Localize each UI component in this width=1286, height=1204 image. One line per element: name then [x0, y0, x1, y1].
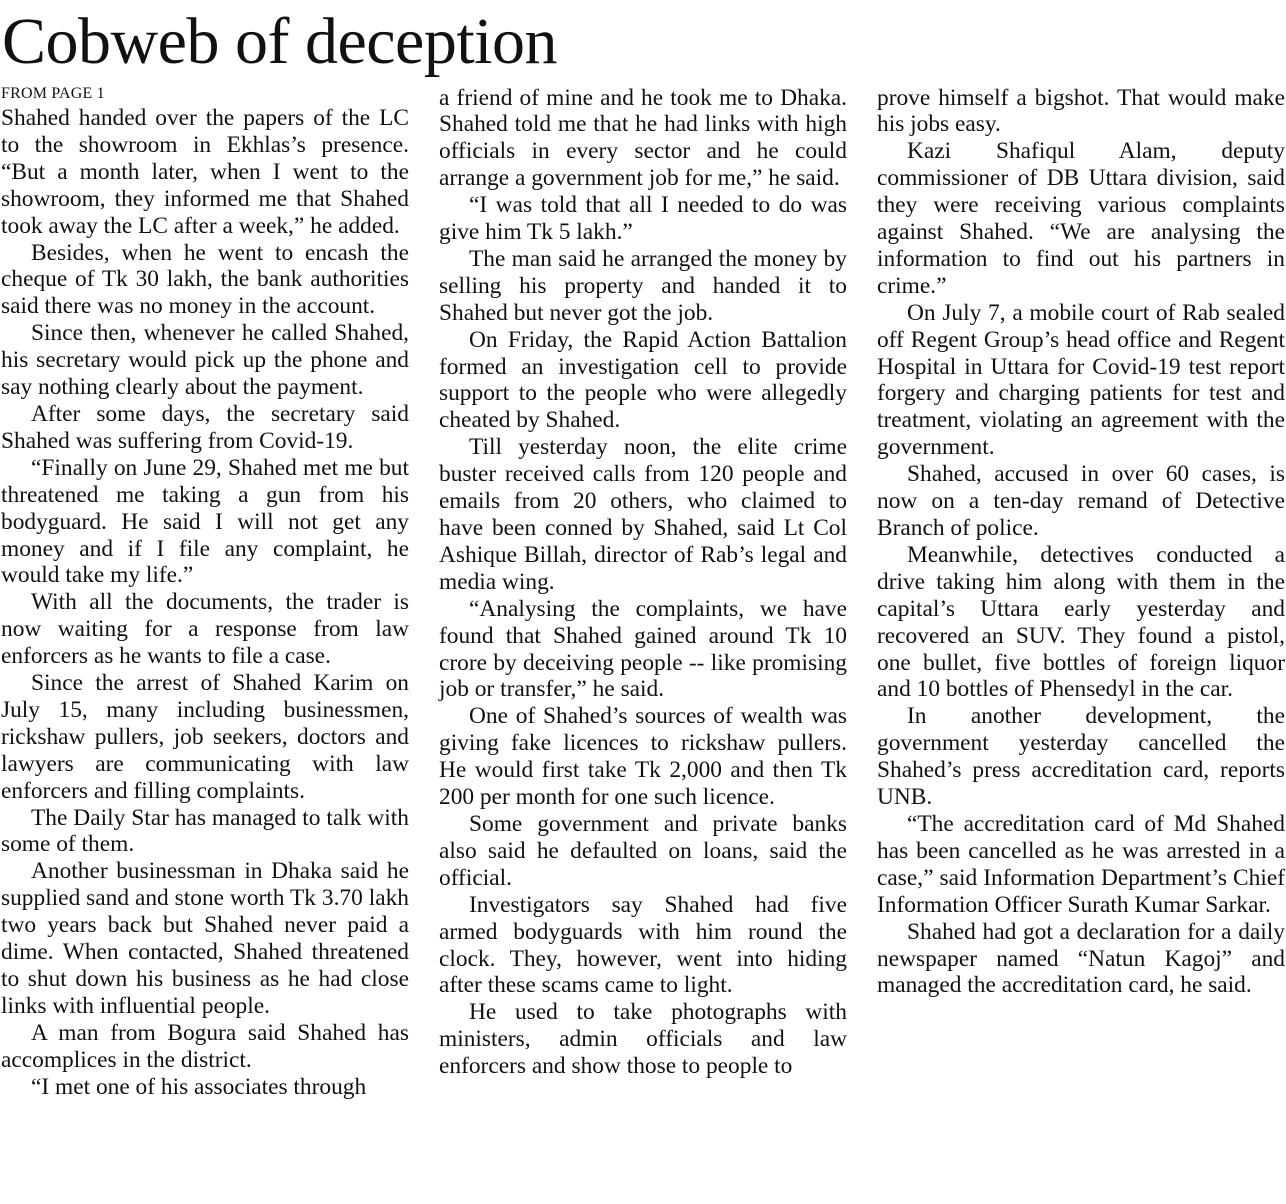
paragraph: The man said he arranged the money by selling his property and handed it to Shahed but never got the job.	[439, 245, 847, 326]
paragraph: “I was told that all I needed to do was give him Tk 5 lakh.”	[439, 192, 847, 246]
paragraph: Investigators say Shahed had five armed bodyguards with him round the clock. They, however, went into hiding after these scams came to light.	[439, 891, 847, 999]
article-column-1	[1, 84, 409, 1101]
continued-from-label: FROM PAGE 1	[1, 85, 105, 102]
paragraph: Since the arrest of Shahed Karim on July 15, many including businessmen, rickshaw pullers, job seekers, doctors and lawyers are communicating with law enforcers and filling complaints.	[1, 670, 409, 804]
paragraph: “The accreditation card of Md Shahed has been cancelled as he was arrested in a case,” said Information Department’s Chief Information Officer Surath Kumar Sarkar.	[877, 810, 1285, 918]
paragraph: Shahed, accused in over 60 cases, is now on a ten-day remand of Detective Branch of police.	[877, 461, 1285, 541]
paragraph: After some days, the secretary said Shahed was suffering from Covid-19.	[1, 400, 409, 454]
paragraph: Besides, when he went to encash the cheque of Tk 30 lakh, the bank authorities said there was no money in the account.	[1, 239, 409, 320]
paragraph: With all the documents, the trader is now waiting for a response from law enforcers as he wants to file a case.	[1, 589, 409, 670]
paragraph: In another development, the government yesterday cancelled the Shahed’s press accreditation card, reports UNB.	[877, 703, 1285, 811]
paragraph: Till yesterday noon, the elite crime buster received calls from 120 people and emails from 20 others, who claimed to have been conned by Shahed, said Lt Col Ashique Billah, director of Rab’s legal and media wing.	[439, 434, 847, 595]
paragraph: He used to take photographs with ministers, admin officials and law enforcers and show those to people to	[439, 999, 847, 1080]
paragraph: Another businessman in Dhaka said he supplied sand and stone worth Tk 3.70 lakh two years back but Shahed never paid a dime. When contacted, Shahed threatened to shut down his business as he had close links with influential people.	[1, 858, 409, 1019]
paragraph: “Analysing the complaints, we have found that Shahed gained around Tk 10 crore by deceiving people -- like promising job or transfer,” he said.	[439, 595, 847, 703]
article-column-3	[877, 85, 1285, 1000]
paragraph: The Daily Star has managed to talk with some of them.	[1, 804, 409, 858]
paragraph: A man from Bogura said Shahed has accomplices in the district.	[1, 1019, 409, 1073]
paragraph: Some government and private banks also said he defaulted on loans, said the official.	[439, 810, 847, 891]
paragraph: a friend of mine and he took me to Dhaka. Shahed told me that he had links with high officials in every sector and he could arrange a government job for me,” he said.	[439, 84, 847, 192]
paragraph: prove himself a bigshot. That would make his jobs easy.	[877, 84, 1285, 138]
paragraph: On July 7, a mobile court of Rab sealed off Regent Group’s head office and Regent Hospital in Uttara for Covid-19 test report forgery and charging patients for test and treatment, violating an agreement with the government.	[877, 299, 1285, 461]
paragraph: Since then, whenever he called Shahed, his secretary would pick up the phone and say nothing clearly about the payment.	[1, 320, 409, 401]
paragraph: Meanwhile, detectives conducted a drive taking him along with them in the capital’s Uttara early yesterday and recovered an SUV. They found a pistol, one bullet, five bottles of foreign liquor and 10 bottles of Phensedyl in the car.	[877, 541, 1285, 703]
headline: Cobweb of deception	[2, 5, 558, 78]
article-column-2	[439, 85, 847, 1081]
paragraph: Shahed had got a declaration for a daily newspaper named “Natun Kagoj” and managed the accreditation card, he said.	[877, 918, 1285, 999]
paragraph: One of Shahed’s sources of wealth was giving fake licences to rickshaw pullers. He would first take Tk 2,000 and then Tk 200 per month for one such licence.	[439, 703, 847, 811]
paragraph: Shahed handed over the papers of the LC to the showroom in Ekhlas’s presence. “But a month later, when I went to the showroom, they informed me that Shahed took away the LC after a week,” he added.	[1, 105, 409, 239]
paragraph: On Friday, the Rapid Action Battalion formed an investigation cell to provide support to the people who were allegedly cheated by Shahed.	[439, 326, 847, 434]
paragraph: “Finally on June 29, Shahed met me but threatened me taking a gun from his bodyguard. He said I will not get any money and if I file any complaint, he would take my life.”	[1, 454, 409, 589]
paragraph: Kazi Shafiqul Alam, deputy commissioner of DB Uttara division, said they were receiving various complaints against Shahed. “We are analysing the information to find out his partners in crime.”	[877, 138, 1285, 299]
paragraph: “I met one of his associates through	[31, 1073, 367, 1100]
